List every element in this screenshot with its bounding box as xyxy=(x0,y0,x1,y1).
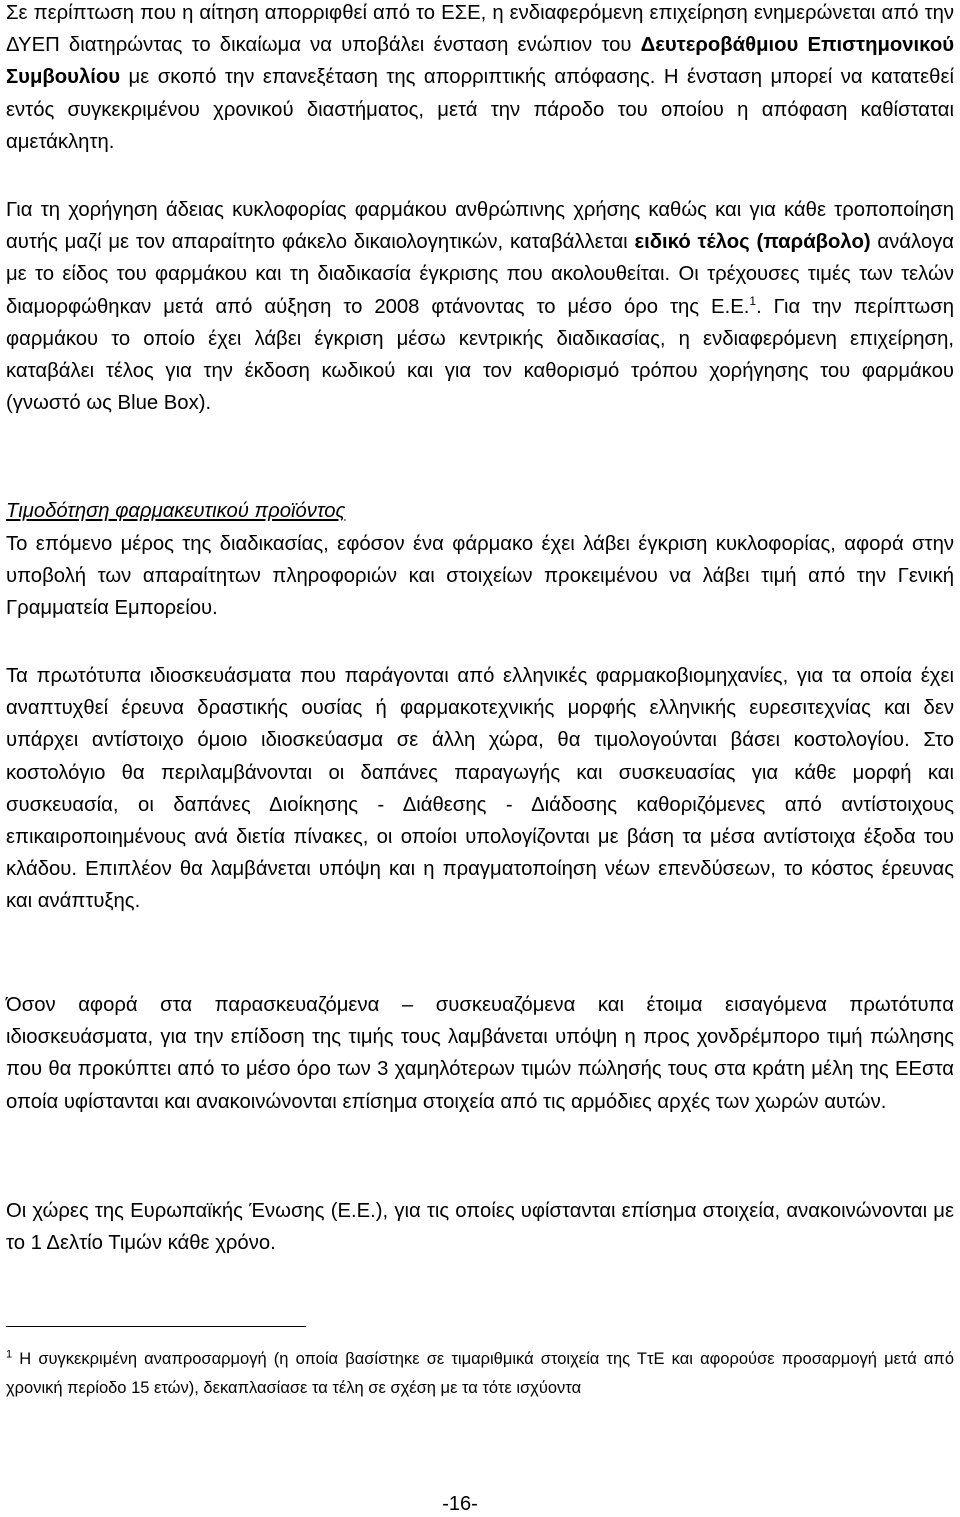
footnote-separator xyxy=(6,1326,306,1327)
footnote-marker: 1 xyxy=(6,1348,13,1361)
footnote-reference: 1 xyxy=(749,293,757,308)
paragraph-text: Για τη χορήγηση άδειας κυκλοφορίας φαρμάκου ανθρώπινης χρήσης καθώς και για κάθε τροποποίηση αυτής μαζί με τον απαραίτητο φάκελο δικαιολογητικών, καταβάλλεται xyxy=(6,199,954,254)
paragraph-text: . Για την περίπτωση φαρμάκου το οποίο έχει λάβει έγκριση μέσω κεντρικής διαδικασίας, η ενδιαφερόμενη επιχείρηση, καταβάλει τέλος για την έκδοση κωδικού και για τον καθορισμό τρόπου χορήγησης του φαρμάκου (γνωστό ως Blue Box). xyxy=(6,295,954,415)
paragraph-eu-countries: Οι χώρες της Ευρωπαϊκής Ένωσης (Ε.Ε.), για τις οποίες υφίστανται επίσημα στοιχεία, ανακοινώνονται με το 1 Δελτίο Τιμών κάθε χρόνο. xyxy=(6,1200,954,1255)
bold-term: Δευτεροβάθμιου Επιστημονικού Συμβουλίου xyxy=(6,34,955,89)
bold-term: ειδικό τέλος (παράβολο) xyxy=(634,231,871,254)
paragraph-pricing-intro: Το επόμενο μέρος της διαδικασίας, εφόσον ένα φάρμακο έχει λάβει έγκριση κυκλοφορίας, αφορά στην υποβολή των απαραίτητων πληροφοριών και στοιχείων προκειμένου να λάβει τιμή από την Γενική Γραμματεία Εμπορείου. xyxy=(6,533,954,620)
footnote xyxy=(6,1345,954,1402)
paragraph-text: Σε περίπτωση που η αίτηση απορριφθεί από το ΕΣΕ, η ενδιαφερόμενη επιχείρηση ενημερώνεται από την ΔΥΕΠ διατηρώντας το δικαίωμα να υποβάλει ένσταση ενώπιον του xyxy=(6,2,954,57)
section-heading: Τιμοδότηση φαρμακευτικού προϊόντος xyxy=(6,500,346,522)
paragraph-fees xyxy=(6,194,954,419)
footnote-text: Η συγκεκριμένη αναπροσαρμογή (η οποία βασίστηκε σε τιμαριθμικά στοιχεία της ΤτΕ και αφορούσε προσαρμογή μετά από χρονική περίοδο 15 ετών), δεκαπλασίασε τα τέλη σε σχέση με τα τότε ισχύοντα xyxy=(6,1350,954,1397)
page-number: -16- xyxy=(442,1493,478,1515)
paragraph-imported-products: Όσον αφορά στα παρασκευαζόμενα – συσκευαζόμενα και έτοιμα εισαγόμενα πρωτότυπα ιδιοσκευάσματα, για την επίδοση της τιμής τους λαμβάνεται υπόψη η προς χονδρέμπορο τιμή πώλησης που θα προκύπτει από το μέσο όρο των 3 χαμηλότερων τιμών πώλησής τους στα κράτη μέλη της ΕΕστα οποία υφίστανται και ανακοινώνονται επίσημα στοιχεία από τις αρμόδιες αρχές των χωρών αυτών. xyxy=(6,994,954,1113)
paragraph-original-products: Τα πρωτότυπα ιδιοσκευάσματα που παράγονται από ελληνικές φαρμακοβιομηχανίες, για τα οποία έχει αναπτυχθεί έρευνα δραστικής ουσίας ή φαρμακοτεχνικής μορφής ελληνικής ευρεσιτεχνίας και δεν υπάρχει αντίστοιχο όμοιο ιδιοσκεύασμα σε άλλη χώρα, θα τιμολογούνται βάσει κοστολογίου. Στο κοστολόγιο θα περιλαμβάνονται οι δαπάνες παραγωγής και συσκευασίας για κάθε μορφή και συσκευασία, οι δαπάνες Διοίκησης - Διάθεσης - Διάδοσης καθοριζόμενες από αντίστοιχους επικαιροποιημένους ανά διετία πίνακες, οι οποίοι υπολογίζονται με βάση τα μέσα αντίστοιχα έξοδα του κλάδου. Επιπλέον θα λαμβάνεται υπόψη και η πραγματοποίηση νέων επενδύσεων, το κόστος έρευνας και ανάπτυξης. xyxy=(6,665,954,913)
paragraph-objection xyxy=(6,0,954,158)
paragraph-text: με σκοπό την επανεξέταση της απορριπτικής απόφασης. Η ένσταση μπορεί να κατατεθεί εντός συγκεκριμένου χρονικού διαστήματος, μετά την πάροδο του οποίου η απόφαση καθίσταται αμετάκλητη. xyxy=(6,66,954,153)
paragraph-text: ανάλογα με το είδος του φαρμάκου και τη διαδικασία έγκρισης που ακολουθείται. Οι τρέχουσες τιμές των τελών διαμορφώθηκαν μετά από αύξηση το 2008 φτάνοντας το μέσο όρο της Ε.Ε. xyxy=(6,231,954,318)
